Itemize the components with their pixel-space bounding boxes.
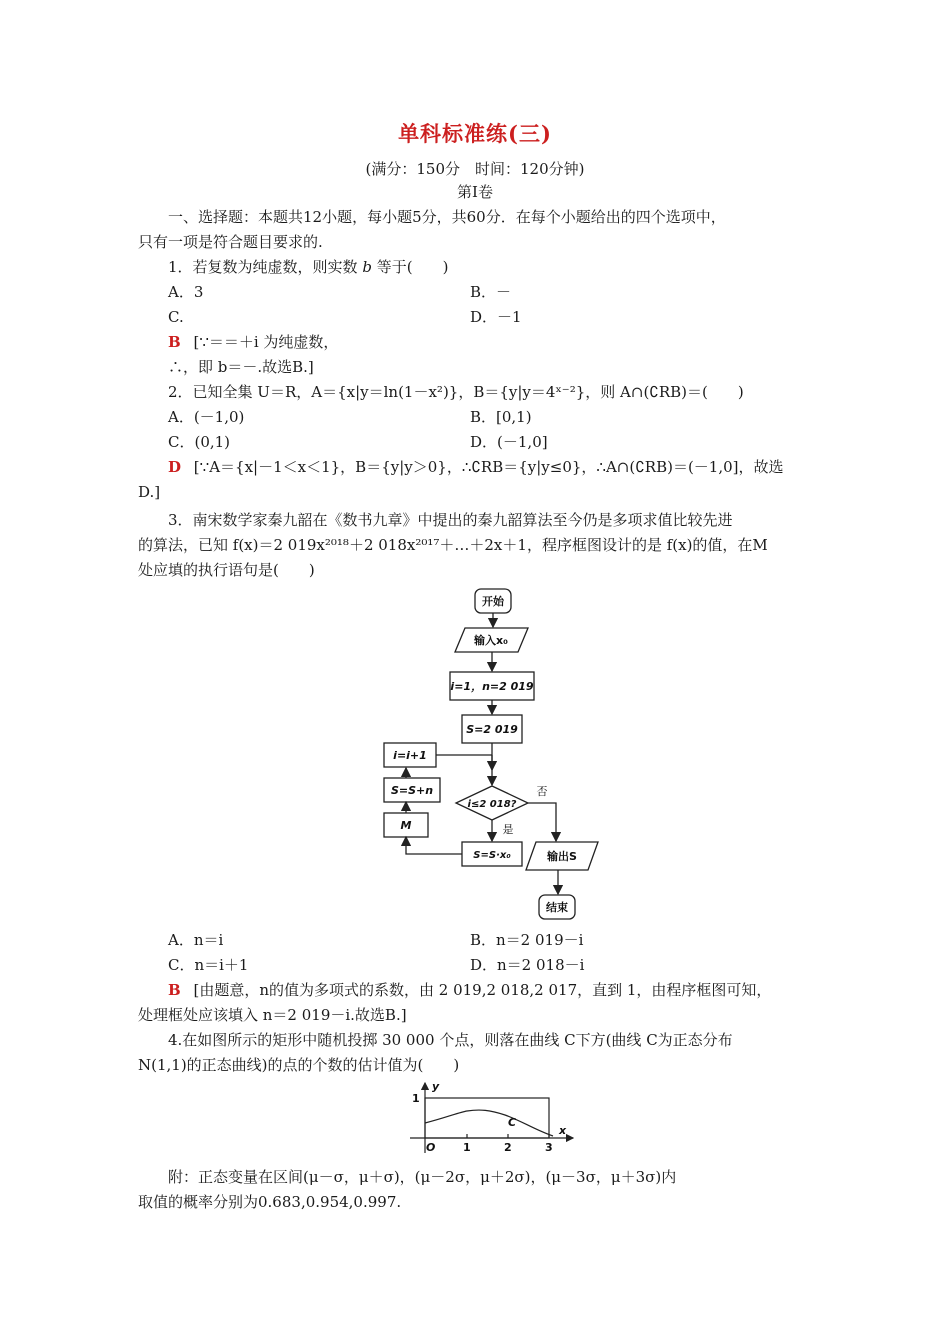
q1-stem <box>168 257 448 277</box>
section-intro-cont: 只有一项是符合题目要求的. <box>138 233 323 251</box>
q1-answer-cont: ∴，即 b＝－.故选B.] <box>168 358 314 376</box>
flow-s-init-label: S=2 019 <box>466 723 518 736</box>
q1-answer-text: [∵＝＝＋i 为纯虚数， <box>193 333 339 351</box>
q3-stem-2: 的算法，已知 f(x)＝2 019x²⁰¹⁸＋2 018x²⁰¹⁷＋…＋2x＋1，程序框图设计的是 f(x)的值，在M <box>138 536 768 554</box>
q2-option-b: B．[0,1) <box>470 408 532 426</box>
flow-init-label: i=1，n=2 019 <box>450 680 534 693</box>
q1-option-d: D．－1 <box>470 308 522 326</box>
q3-answer-text: [由题意，n的值为多项式的系数，由 2 019,2 018,2 017，直到 1，由程序框图可知， <box>193 981 772 999</box>
q3-answer-cont: 处理框处应该填入 n＝2 019－i.故选B.] <box>138 1006 407 1024</box>
q3-option-a: A．n＝i <box>168 931 224 949</box>
flow-condition-label: i≤2 018? <box>467 799 517 810</box>
x-tick-1: 1 <box>463 1141 471 1154</box>
x-tick-2: 2 <box>504 1141 512 1154</box>
q4-note: 附：正态变量在区间(μ－σ，μ＋σ)，(μ－2σ，μ＋2σ)，(μ－3σ，μ＋3σ)内 <box>168 1168 677 1186</box>
q2-answer-cont: D.] <box>138 483 161 501</box>
flow-no-label: 否 <box>536 785 548 798</box>
normal-curve-figure <box>405 1078 585 1158</box>
q2-stem: 2．已知全集 U＝R，A＝{x|y＝ln(1－x²)}，B＝{y|y＝4ˣ⁻²}，则 A∩(∁RB)＝( ) <box>168 383 744 401</box>
flow-input-label: 输入x₀ <box>474 634 508 647</box>
q1-answer <box>168 332 338 352</box>
q4-stem-2: N(1,1)的正态曲线)的点的个数的估计值为( ) <box>138 1056 460 1074</box>
q3-option-d: D．n＝2 018－i <box>470 956 585 974</box>
flow-m-label: M <box>400 819 412 832</box>
q3-answer <box>168 980 771 1000</box>
flow-add-label: S=S+n <box>390 784 434 797</box>
q2-answer <box>168 457 784 477</box>
q3-stem-3: 处应填的执行语句是( ) <box>138 561 315 579</box>
q1-stem-tail: 等于( ) <box>376 258 449 276</box>
normal-curve <box>425 1110 553 1136</box>
q2-option-c: C．(0,1) <box>168 433 231 451</box>
x-axis-label: x <box>559 1124 567 1137</box>
x-tick-3: 3 <box>545 1141 553 1154</box>
flow-yes-label: 是 <box>502 823 514 836</box>
flow-start-label: 开始 <box>482 595 504 608</box>
q1-option-b: B．－ <box>470 283 512 301</box>
q2-option-a: A．(－1,0) <box>168 408 245 426</box>
q3-option-b: B．n＝2 019－i <box>470 931 584 949</box>
section-intro: 一、选择题：本题共12小题，每小题5分，共60分．在每个小题给出的四个选项中， <box>168 208 726 226</box>
q2-option-d: D．(－1,0] <box>470 433 548 451</box>
y-tick-1: 1 <box>412 1092 420 1105</box>
q1-answer-letter: B <box>168 333 181 351</box>
exam-info: (满分：150分 时间：120分钟) <box>365 160 585 178</box>
q1-stem-text: 1．若复数为纯虚数，则实数 <box>168 258 358 276</box>
flow-output-label: 输出S <box>547 850 577 863</box>
q2-answer-letter: D <box>168 458 182 476</box>
flow-end-label: 结束 <box>546 901 568 914</box>
flow-inc-label: i=i+1 <box>393 749 427 762</box>
q1-option-c: C. <box>168 308 184 326</box>
q1-stem-var: b <box>362 258 372 276</box>
flowchart <box>370 585 610 925</box>
volume-label: 第Ⅰ卷 <box>457 183 493 201</box>
q3-stem: 3．南宋数学家秦九韶在《数书九章》中提出的秦九韶算法至今仍是多项求值比较先进 <box>168 511 733 529</box>
page-title: 单科标准练(三) <box>398 121 552 146</box>
y-axis-label: y <box>432 1080 440 1093</box>
q2-answer-text: [∵A＝{x|－1＜x＜1}，B＝{y|y＞0}，∴∁RB＝{y|y≤0}，∴A∩(∁RB)＝(－1,0]，故选 <box>193 458 784 476</box>
origin-label: O <box>426 1141 436 1154</box>
q1-option-a: A．3 <box>168 283 204 301</box>
q4-note-cont: 取值的概率分别为0.683,0.954,0.997. <box>138 1193 402 1211</box>
q4-stem: 4.在如图所示的矩形中随机投掷 30 000 个点，则落在曲线 C下方(曲线 C为正态分布 <box>168 1031 733 1049</box>
q3-option-c: C．n＝i＋1 <box>168 956 249 974</box>
flow-mult-label: S=S·x₀ <box>473 850 511 861</box>
curve-label: C <box>508 1116 517 1129</box>
q3-answer-letter: B <box>168 981 181 999</box>
